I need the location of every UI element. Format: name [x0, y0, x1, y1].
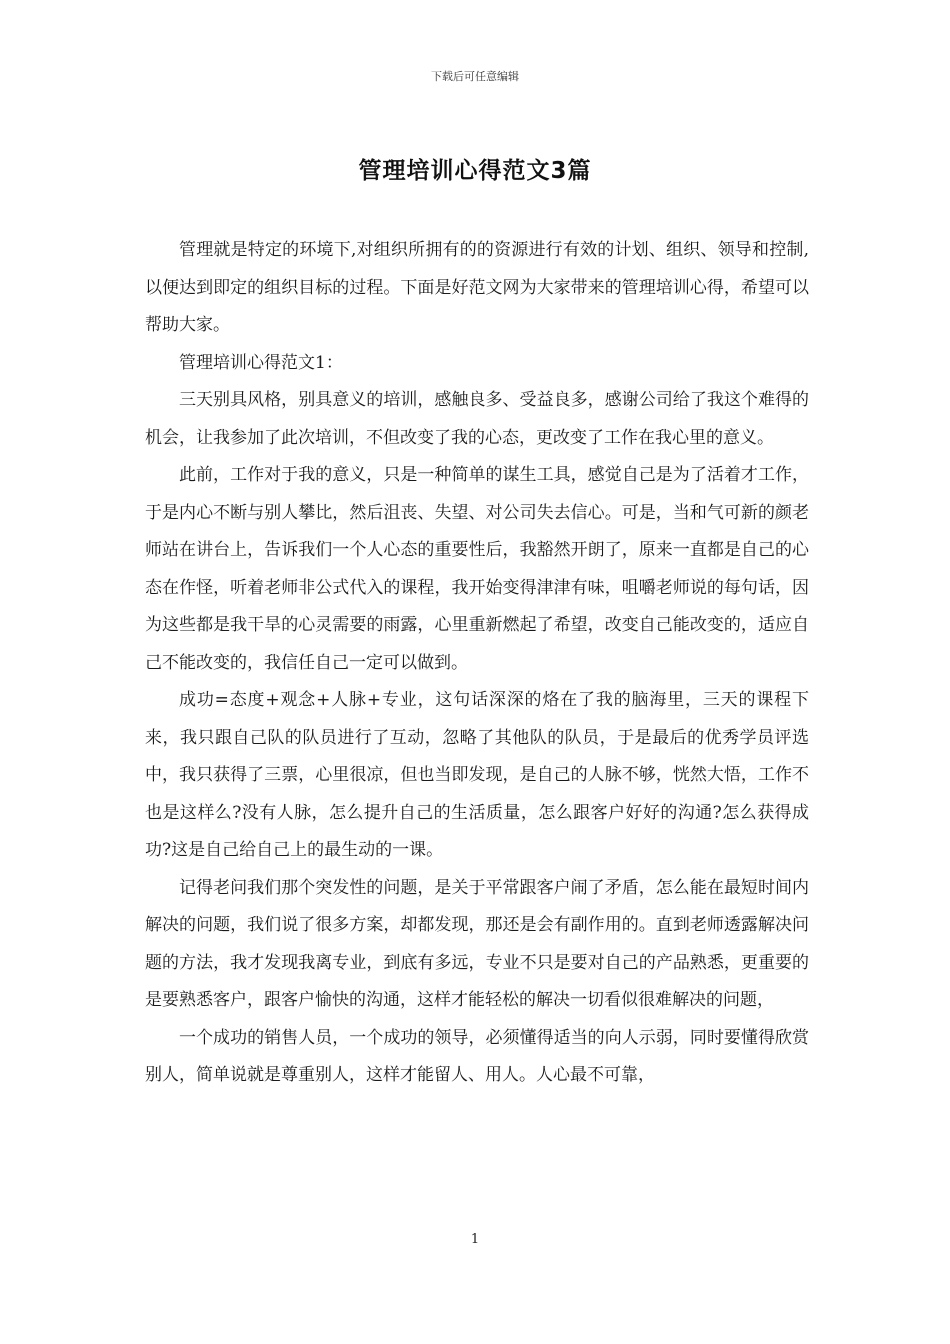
- paragraph: 记得老问我们那个突发性的问题，是关于平常跟客户闹了矛盾，怎么能在最短时间内解决的问题，我们说了很多方案，却都发现，那还是会有副作用的。直到老师透露解决问题的方法，我才发现我离专业，到底有多远，专业不只是要对自己的产品熟悉，更重要的是要熟悉客户，跟客户愉快的沟通，这样才能轻松的解决一切看似很难解决的问题，: [145, 877, 809, 1010]
- paragraph: 成功=态度+观念+人脉+专业，这句话深深的烙在了我的脑海里，三天的课程下来，我只跟自己队的队员进行了互动，忽略了其他队的队员，于是最后的优秀学员评选中，我只获得了三票，心里很凉，但也当即发现，是自己的人脉不够，恍然大悟，工作不也是这样么?没有人脉，怎么提升自己的生活质量，怎么跟客户好好的沟通?怎么获得成功?这是自己给自己上的最生动的一课。: [145, 690, 809, 860]
- paragraph-intro: 管理就是特定的环境下,对组织所拥有的的资源进行有效的计划、组织、领导和控制,以便达到即定的组织目标的过程。下面是好范文网为大家带来的管理培训心得，希望可以帮助大家。: [145, 240, 809, 335]
- paragraph: 一个成功的销售人员，一个成功的领导，必须懂得适当的向人示弱，同时要懂得欣赏别人，简单说就是尊重别人，这样才能留人、用人。人心最不可靠，: [145, 1027, 809, 1085]
- document-body: [145, 232, 809, 1095]
- page-number: 1: [470, 1232, 480, 1247]
- paragraph-section-heading: 管理培训心得范文1：: [179, 352, 343, 373]
- paragraph: 三天别具风格，别具意义的培训，感触良多、受益良多，感谢公司给了我这个难得的机会，让我参加了此次培训，不但改变了我的心态，更改变了工作在我心里的意义。: [145, 390, 809, 448]
- paragraph: 此前，工作对于我的意义，只是一种简单的谋生工具，感觉自己是为了活着才工作，于是内心不断与别人攀比，然后沮丧、失望、对公司失去信心。可是，当和气可新的颜老师站在讲台上，告诉我们一个人心态的重要性后，我豁然开朗了，原来一直都是自己的心态在作怪，听着老师非公式代入的课程，我开始变得津津有味，咀嚼老师说的每句话，因为这些都是我干旱的心灵需要的雨露，心里重新燃起了希望，改变自己能改变的，适应自己不能改变的，我信任自己一定可以做到。: [145, 465, 809, 673]
- header-note: 下载后可任意编辑: [431, 70, 519, 83]
- document-title: 管理培训心得范文3篇: [358, 158, 592, 184]
